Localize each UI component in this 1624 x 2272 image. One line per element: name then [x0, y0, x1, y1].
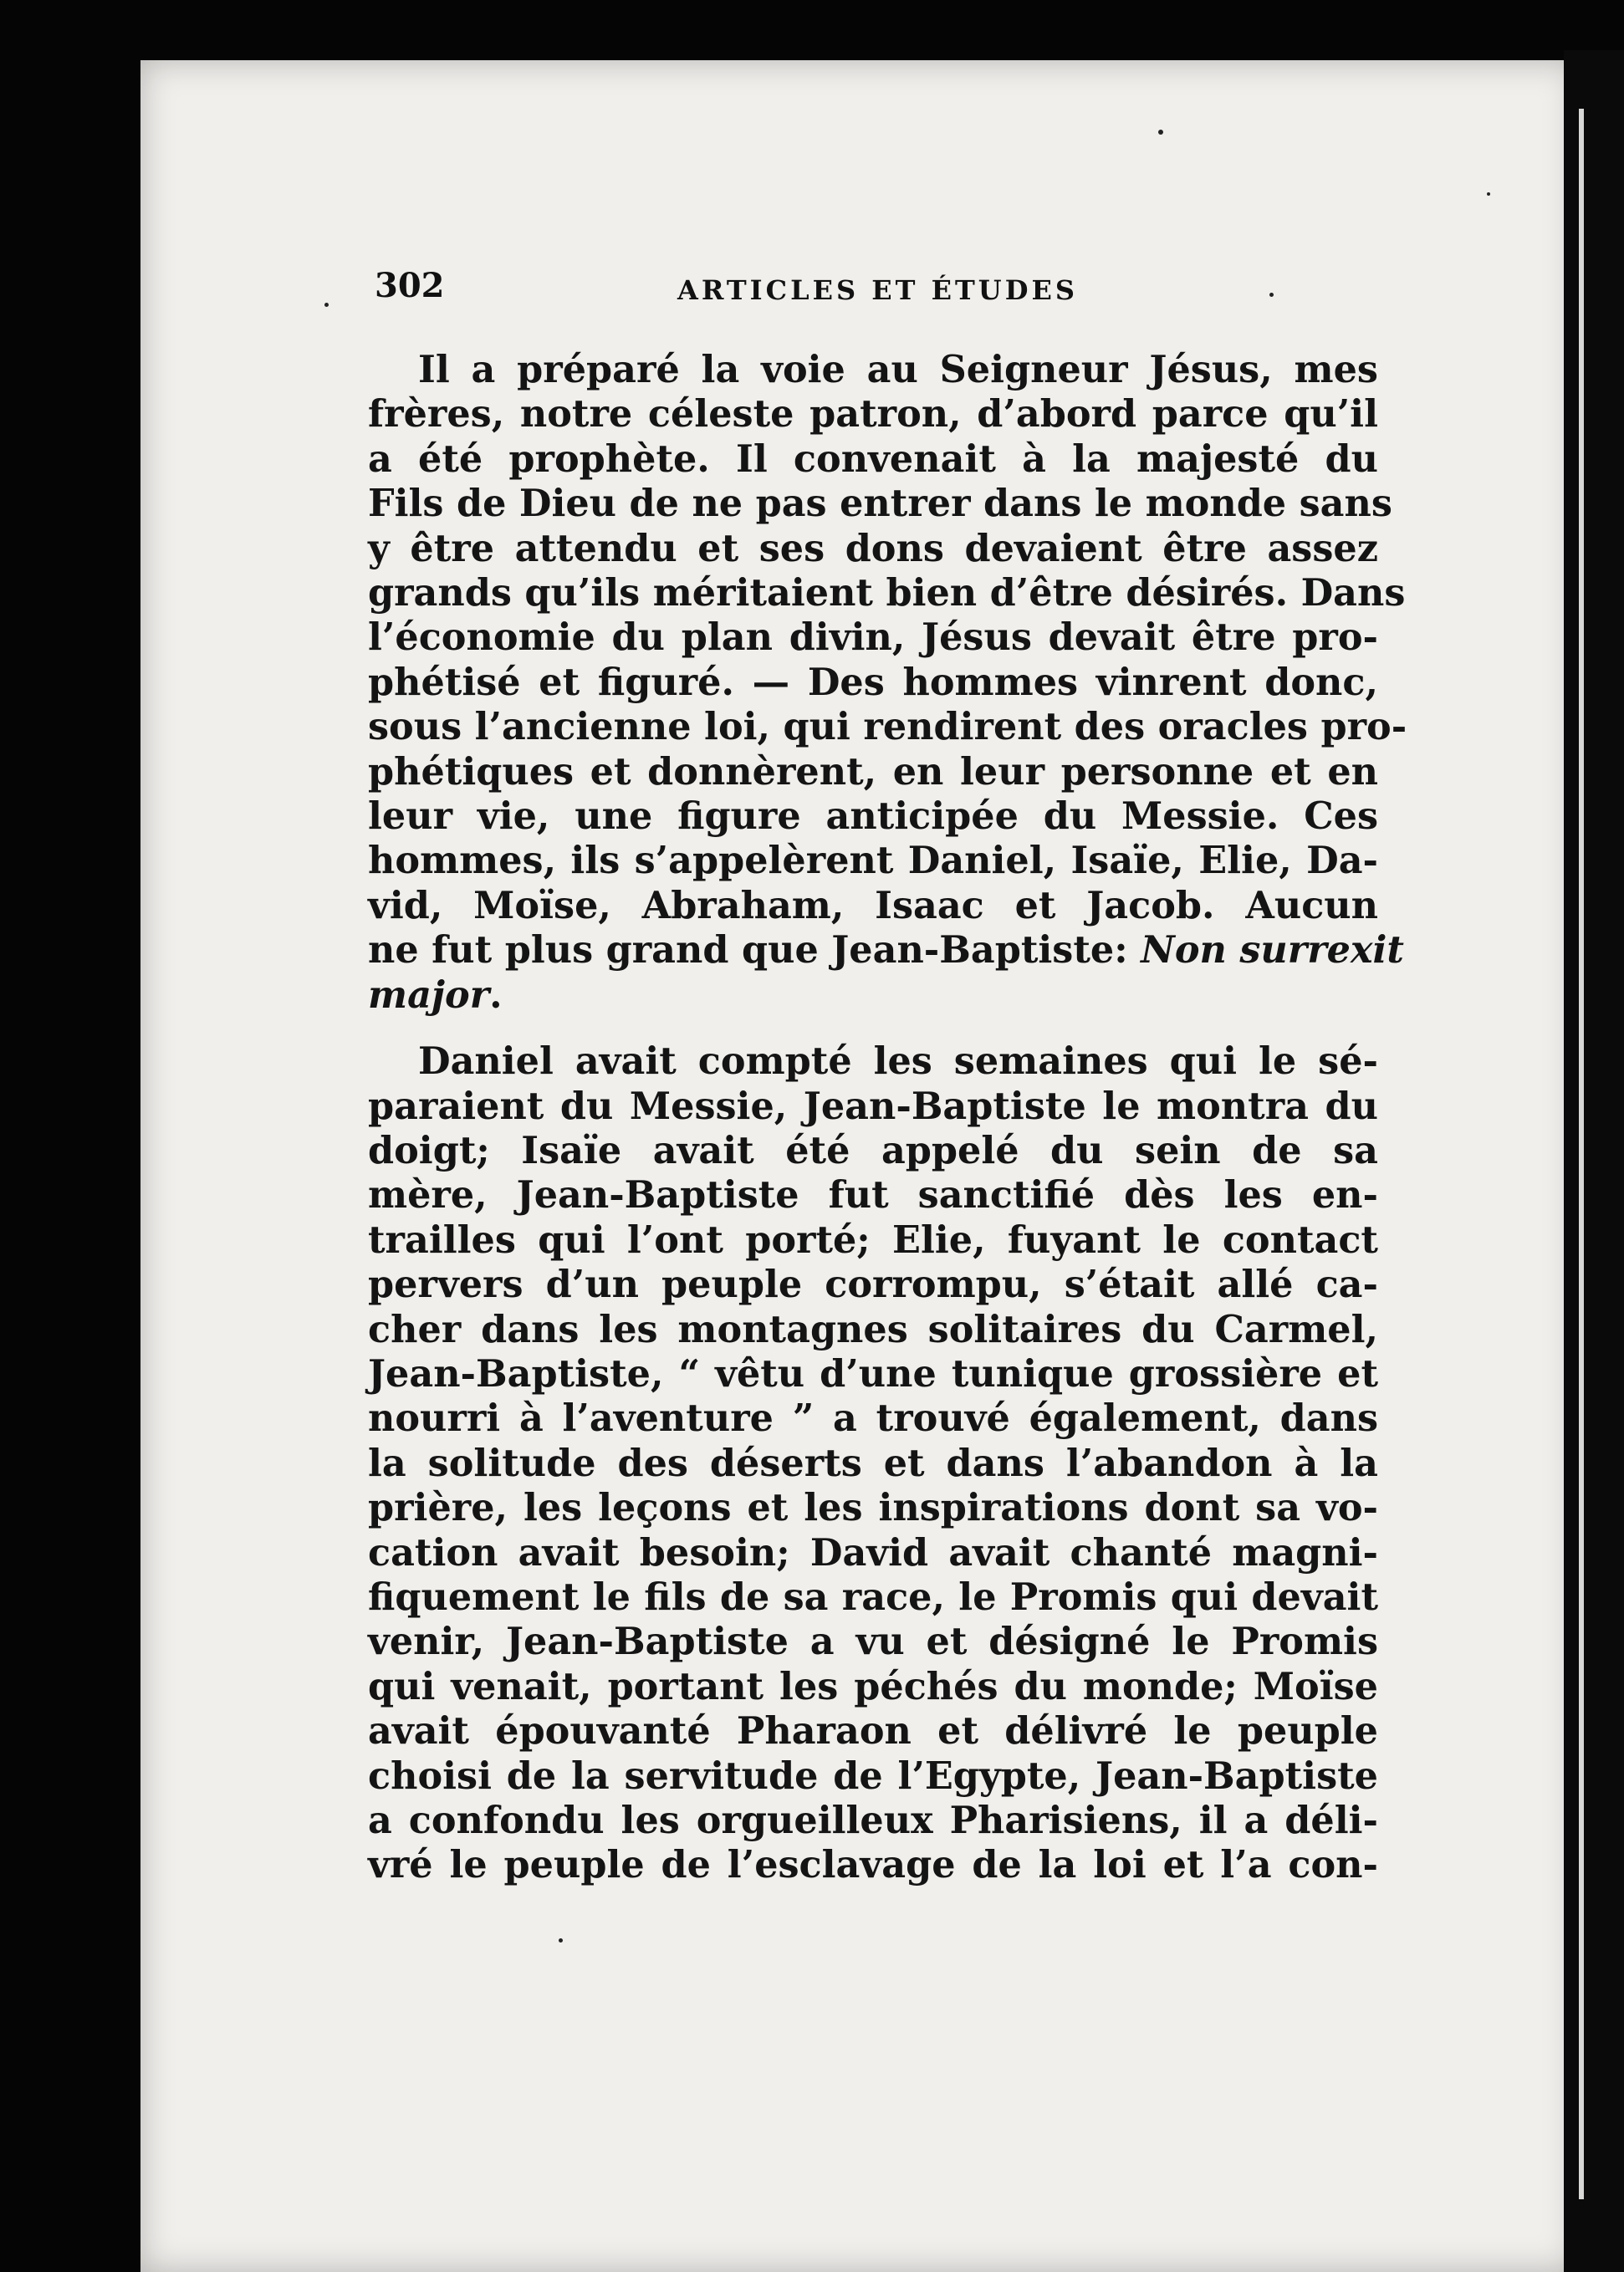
running-title: ARTICLES ET ÉTUDES	[677, 274, 1078, 306]
text-line: frères, notre céleste patron, d’abord parce qu’il	[368, 392, 1378, 437]
text-line: l’économie du plan divin, Jésus devait être pro-	[368, 615, 1378, 660]
text-line: sous l’ancienne loi, qui rendirent des oracles pro-	[368, 705, 1407, 749]
scan-speck	[324, 303, 329, 307]
text-line: paraient du Messie, Jean-Baptiste le montra du	[368, 1084, 1378, 1128]
text-line: avait épouvanté Pharaon et délivré le peuple	[368, 1709, 1378, 1754]
text-line	[368, 928, 1404, 973]
scan-speck	[559, 1938, 563, 1943]
scan-speck	[1158, 130, 1163, 135]
body-text	[368, 348, 1407, 1888]
latin-quote: Non surrexit	[1141, 928, 1404, 973]
text-line: nourri à l’aventure ” a trouvé également, dans	[368, 1396, 1378, 1441]
text-line: cher dans les montagnes solitaires du Carmel,	[368, 1307, 1378, 1351]
text-line: trailles qui l’ont porté; Elie, fuyant le contact	[368, 1218, 1378, 1262]
text-line: a été prophète. Il convenait à la majesté du	[368, 437, 1378, 481]
text-fragment: .	[489, 973, 503, 1017]
text-line: venir, Jean-Baptiste a vu et désigné le Promis	[368, 1620, 1378, 1664]
text-line: fiquement le fils de sa race, le Promis qui devait	[368, 1575, 1378, 1619]
scan-speck	[1269, 293, 1274, 297]
text-line: Il a préparé la voie au Seigneur Jésus, mes	[418, 348, 1378, 391]
scan-edge	[1564, 50, 1624, 2272]
scan-speck	[1487, 192, 1490, 196]
text-line: y être attendu et ses dons devaient être assez	[368, 526, 1378, 570]
text-line: cation avait besoin; David avait chanté magni-	[368, 1530, 1378, 1575]
paragraph	[368, 1039, 1378, 1888]
text-line	[368, 973, 1378, 1018]
page-number: 302	[375, 266, 445, 305]
text-line: qui venait, portant les péchés du monde; Moïse	[368, 1664, 1378, 1708]
text-line: prière, les leçons et les inspirations dont sa vo-	[368, 1486, 1378, 1530]
text-fragment: ne fut plus grand que Jean-Baptiste:	[368, 928, 1128, 973]
text-line: vré le peuple de l’esclavage de la loi et l’a con-	[368, 1843, 1378, 1887]
text-line: hommes, ils s’appelèrent Daniel, Isaïe, Elie, Da-	[368, 839, 1378, 883]
text-line: choisi de la servitude de l’Egypte, Jean-Baptiste	[368, 1754, 1378, 1798]
text-line: la solitude des déserts et dans l’abandon à la	[368, 1441, 1378, 1485]
paragraph-gap	[368, 1018, 1378, 1039]
text-line: Jean-Baptiste, “ vêtu d’une tunique grossière et	[368, 1351, 1378, 1396]
page-header	[375, 266, 1177, 316]
text-line: Fils de Dieu de ne pas entrer dans le monde sans	[368, 482, 1392, 526]
adjacent-page-edge	[1579, 109, 1584, 2199]
text-line: grands qu’ils méritaient bien d’être désirés. Dans	[368, 571, 1406, 615]
text-line: pervers d’un peuple corrompu, s’était allé ca-	[368, 1263, 1378, 1307]
text-line: phétisé et figuré. — Des hommes vinrent donc,	[368, 660, 1378, 704]
text-line: a confondu les orgueilleux Pharisiens, il a déli-	[368, 1799, 1378, 1842]
text-line: Daniel avait compté les semaines qui le sé-	[418, 1039, 1378, 1084]
text-line: leur vie, une figure anticipée du Messie. Ces	[368, 794, 1378, 839]
text-line: mère, Jean-Baptiste fut sanctifié dès les en-	[368, 1173, 1378, 1218]
paragraph	[368, 348, 1407, 1018]
text-line: vid, Moïse, Abraham, Isaac et Jacob. Aucun	[368, 883, 1378, 927]
text-line: phétiques et donnèrent, en leur personne et en	[368, 749, 1378, 794]
latin-quote-end: major	[368, 973, 490, 1017]
text-line: doigt; Isaïe avait été appelé du sein de sa	[368, 1128, 1378, 1172]
